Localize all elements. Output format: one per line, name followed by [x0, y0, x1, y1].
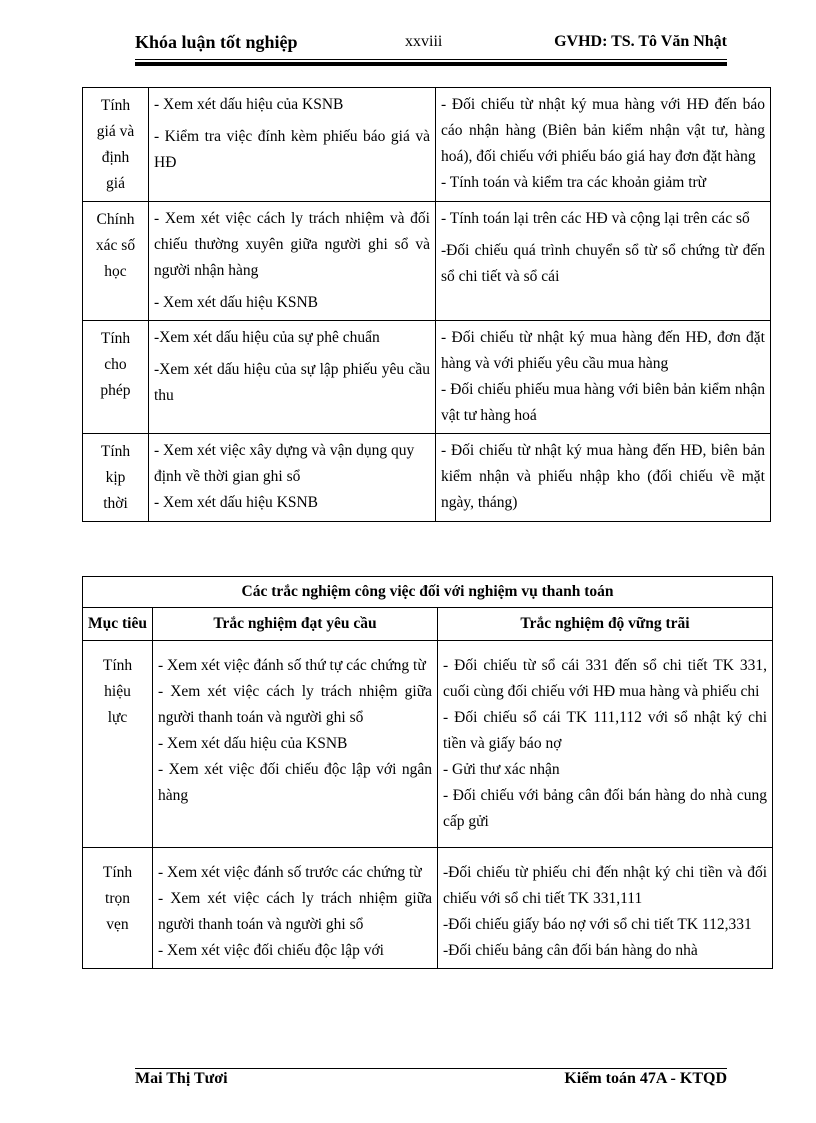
substantive-test-item: - Đối chiếu sổ cái TK 111,112 với sổ nhật ký chi tiền và giấy báo nợ	[443, 709, 768, 752]
objective-line: định	[101, 149, 130, 166]
objective-line: Tính	[100, 330, 131, 347]
substantive-test-item: - Gửi thư xác nhận	[443, 761, 560, 778]
control-test-cell	[149, 321, 436, 434]
substantive-test-item: - Đối chiếu phiếu mua hàng với biên bản kiểm nhận vật tư hàng hoá	[441, 381, 765, 424]
control-test-cell	[149, 202, 436, 321]
control-test-item: -Xem xét dấu hiệu của sự lập phiếu yêu cầu thu	[154, 361, 430, 404]
objective-cell	[83, 641, 153, 848]
footer-author: Mai Thị Tươi	[135, 1070, 228, 1087]
control-test-item: - Xem xét dấu hiệu của KSNB	[154, 96, 344, 113]
objective-line: kịp	[105, 469, 126, 486]
substantive-test-item: - Đối chiếu từ nhật ký mua hàng đến HĐ, đơn đặt hàng và với phiếu yêu cầu mua hàng	[441, 329, 765, 372]
header-rule-thick	[135, 62, 727, 66]
control-test-item: - Xem xét việc cách ly trách nhiệm giữa người thanh toán và người ghi sổ	[158, 890, 432, 933]
header-control-tests: Trắc nghiệm đạt yêu cầu	[153, 608, 438, 641]
objective-cell	[83, 848, 153, 969]
page-header	[135, 30, 727, 56]
control-test-item: - Xem xét việc đối chiếu độc lập với ngân hàng	[158, 761, 432, 804]
control-test-cell	[149, 434, 436, 522]
substantive-test-item: - Đối chiếu từ nhật ký mua hàng với HĐ đến báo cáo nhận hàng (Biên bản kiểm nhận vật tư, hàng hoá), đối chiếu với phiếu báo giá hay đơn đặt hàng	[441, 96, 765, 165]
objective-line: cho	[104, 356, 127, 373]
control-test-item: - Xem xét việc cách ly trách nhiệm và đối chiếu thường xuyên giữa người ghi sổ và người nhận hàng	[154, 210, 430, 279]
substantive-test-item: -Đối chiếu bảng cân đối bán hàng do nhà	[443, 942, 698, 959]
table-title-row	[83, 577, 773, 608]
objective-line: Tính	[102, 657, 133, 674]
objective-line: Tính	[102, 864, 133, 881]
control-test-cell	[153, 641, 438, 848]
footer-class: Kiểm toán 47A - KTQD	[564, 1070, 727, 1087]
objective-line: giá	[106, 175, 125, 192]
control-test-item: - Xem xét việc đánh số thứ tự các chứng từ	[158, 657, 426, 674]
objective-line: phép	[100, 382, 131, 399]
objective-cell	[83, 202, 149, 321]
substantive-test-cell	[436, 88, 771, 202]
objective-line: trọn	[105, 890, 130, 907]
objective-line: Tính	[100, 443, 131, 460]
control-test-item: - Xem xét dấu hiệu KSNB	[154, 294, 319, 311]
substantive-test-item: - Đối chiếu từ nhật ký mua hàng đến HĐ, biên bản kiểm nhận và phiếu nhập kho (đối chiếu về mặt ngày, tháng)	[441, 442, 765, 511]
table-row	[83, 88, 771, 202]
control-test-cell	[149, 88, 436, 202]
header-page-number: xxviii	[405, 33, 443, 50]
objective-line: học	[104, 263, 127, 280]
objective-line: lực	[107, 709, 128, 726]
substantive-test-item: - Đối chiếu từ sổ cái 331 đến sổ chi tiết TK 331, cuối cùng đối chiếu với HĐ mua hàng và phiếu chi	[443, 657, 768, 700]
control-test-item: - Xem xét dấu hiệu KSNB	[154, 494, 319, 511]
control-test-item: -Xem xét dấu hiệu của sự phê chuẩn	[154, 329, 380, 346]
payment-tests-table	[82, 576, 773, 969]
substantive-test-item: - Tính toán và kiểm tra các khoản giảm trừ	[441, 174, 707, 191]
control-test-item: - Xem xét việc cách ly trách nhiệm giữa người thanh toán và người ghi sổ	[158, 683, 432, 726]
objective-cell	[83, 321, 149, 434]
objective-line: xác số	[95, 237, 136, 254]
substantive-test-item: -Đối chiếu giấy báo nợ với sổ chi tiết TK 112,331	[443, 916, 752, 933]
table-row	[83, 321, 771, 434]
header-supervisor: GVHD: TS. Tô Văn Nhật	[554, 33, 727, 50]
control-test-item: - Xem xét dấu hiệu của KSNB	[158, 735, 348, 752]
table-header-row	[83, 608, 773, 641]
objective-line: hiệu	[104, 683, 131, 700]
substantive-test-item: - Tính toán lại trên các HĐ và cộng lại trên các sổ	[441, 210, 750, 227]
substantive-test-cell	[438, 641, 773, 848]
header-rule-thin	[135, 59, 727, 60]
objective-line: Tính	[100, 97, 131, 114]
table-row	[83, 434, 771, 522]
substantive-test-cell	[438, 848, 773, 969]
table-row	[83, 641, 773, 848]
table-row	[83, 848, 773, 969]
control-test-item: - Kiểm tra việc đính kèm phiếu báo giá và HĐ	[154, 128, 430, 171]
control-test-item: - Xem xét việc xây dựng và vận dụng quy định về thời gian ghi sổ	[154, 442, 415, 485]
header-objective: Mục tiêu	[83, 608, 153, 641]
control-test-item: - Xem xét việc đối chiếu độc lập với	[158, 942, 384, 959]
header-thesis-title: Khóa luận tốt nghiệp	[135, 32, 298, 52]
objective-line: thời	[103, 495, 128, 512]
objective-cell	[83, 88, 149, 202]
substantive-test-cell	[436, 202, 771, 321]
objective-line: giá và	[96, 123, 135, 140]
control-test-cell	[153, 848, 438, 969]
objective-line: vẹn	[106, 916, 129, 933]
substantive-test-cell	[436, 321, 771, 434]
purchase-tests-table	[82, 87, 771, 522]
table-title: Các trắc nghiệm công việc đối với nghiệm vụ thanh toán	[83, 577, 773, 608]
table-row	[83, 202, 771, 321]
objective-line: Chính	[96, 211, 135, 228]
substantive-test-item: -Đối chiếu quá trình chuyển sổ từ sổ chứng từ đến sổ chi tiết và sổ cái	[441, 242, 765, 285]
substantive-test-item: -Đối chiếu từ phiếu chi đến nhật ký chi tiền và đối chiếu với sổ chi tiết TK 331,111	[443, 864, 768, 907]
footer-rule	[135, 1068, 727, 1069]
substantive-test-item: - Đối chiếu với bảng cân đối bán hàng do nhà cung cấp gửi	[443, 787, 768, 830]
control-test-item: - Xem xét việc đánh số trước các chứng từ	[158, 864, 422, 881]
substantive-test-cell	[436, 434, 771, 522]
header-substantive-tests: Trắc nghiệm độ vững trãi	[438, 608, 773, 641]
objective-cell	[83, 434, 149, 522]
